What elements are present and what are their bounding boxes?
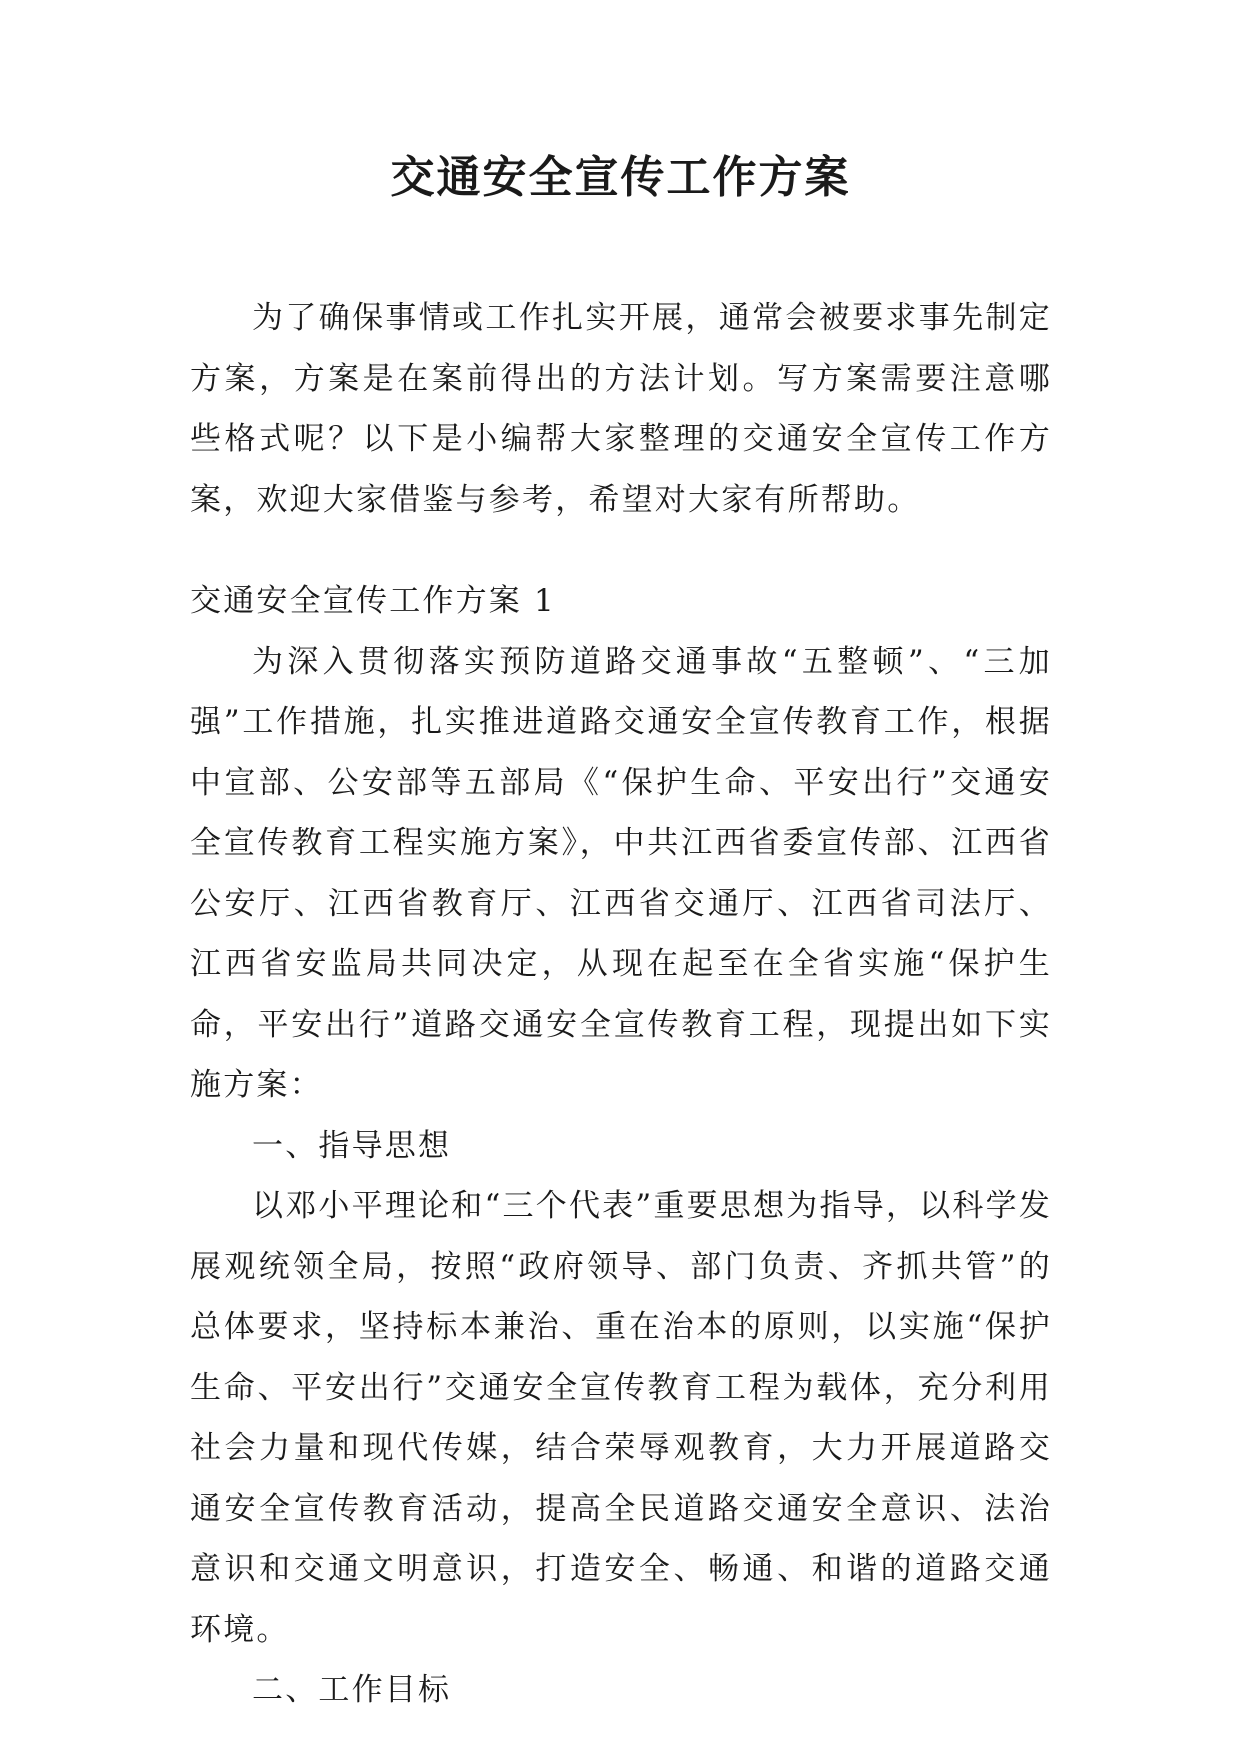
section-heading: 交通安全宣传工作方案 1	[190, 583, 556, 619]
body-paragraph: 为深入贯彻落实预防道路交通事故“五整顿”、“三加强”工作措施，扎实推进道路交通安全宣传教育工作，根据中宣部、公安部等五部局《“保护生命、平安出行”交通安全宣传教育工程实施方案》，中共江西省委宣传部、江西省公安厅、江西省教育厅、江西省交通厅、江西省司法厅、江西省安监局共同决定，从现在起至在全省实施“保护生命，平安出行”道路交通安全宣传教育工程，现提出如下实施方案：	[190, 643, 1052, 1103]
subheading-work-goals: 二、工作目标	[252, 1672, 452, 1708]
document-body	[190, 288, 1052, 1721]
body-paragraph-guiding: 以邓小平理论和“三个代表”重要思想为指导，以科学发展观统领全局，按照“政府领导、部门负责、齐抓共管”的总体要求，坚持标本兼治、重在治本的原则，以实施“保护生命、平安出行”交通安全宣传教育工程为载体，充分利用社会力量和现代传媒，结合荣辱观教育，大力开展道路交通安全宣传教育活动，提高全民道路交通安全意识、法治意识和交通文明意识，打造安全、畅通、和谐的道路交通环境。	[190, 1188, 1052, 1648]
intro-paragraph: 为了确保事情或工作扎实开展，通常会被要求事先制定方案，方案是在案前得出的方法计划。写方案需要注意哪些格式呢？以下是小编帮大家整理的交通安全宣传工作方案，欢迎大家借鉴与参考，希望对大家有所帮助。	[190, 300, 1052, 518]
document-title: 交通安全宣传工作方案	[390, 152, 851, 203]
subheading-guiding-thought: 一、指导思想	[252, 1127, 452, 1164]
